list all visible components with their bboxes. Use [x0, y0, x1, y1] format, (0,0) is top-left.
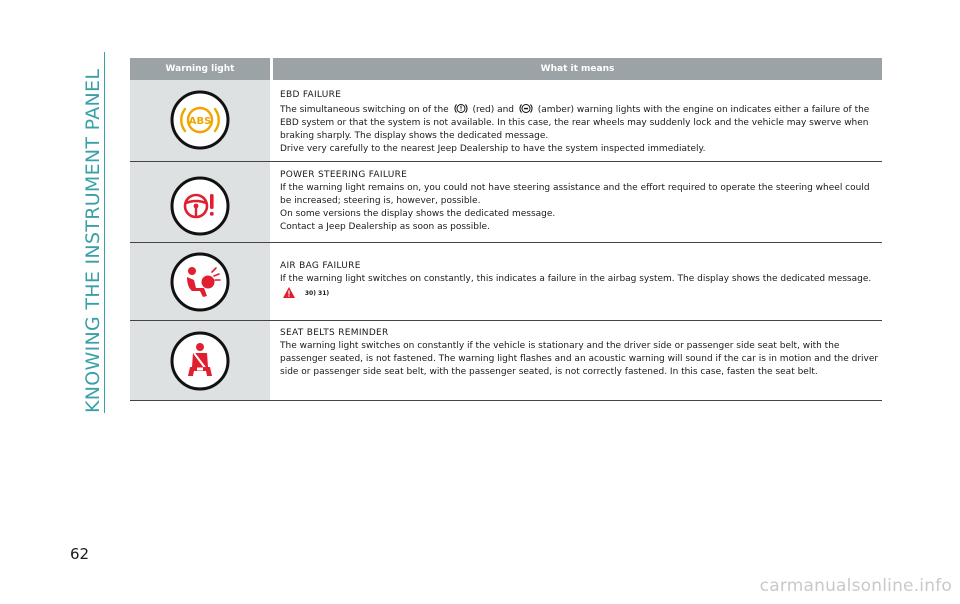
icon-cell [130, 80, 270, 161]
page-number: 62 [70, 545, 90, 563]
seat-belt-warning-icon [170, 331, 230, 391]
table-header [130, 58, 882, 80]
section-title: KNOWING THE INSTRUMENT PANEL [82, 68, 104, 413]
row-heading: EBD FAILURE [280, 90, 342, 100]
row-paragraph: The warning light switches on constantly if the vehicle is stationary and the driver side or passenger side seat belt, with the passenger seated, is not fastened. The warning light flashes and an acoustic warning will sound if the car is in motion and the driver side or passenger side seat belt, with the passenger seated, is not correctly fastened. In this case, fasten the seat belt. [280, 341, 879, 377]
abs-warning-icon [170, 90, 230, 150]
paragraph-text: (amber) warning lights with the engine on indicates either a failure of the EBD system or that the system is not available. In this case, the rear wheels may suddenly lock and the vehicle may swerve when braking sharply. The display shows the dedicated message. [280, 105, 870, 141]
danger-warning-icon [282, 286, 296, 299]
row-paragraph: Drive very carefully to the nearest Jeep Dealership to have the system inspected immediately. [280, 144, 706, 154]
table-row [130, 321, 882, 401]
column-header-warning-light: Warning light [130, 58, 270, 80]
row-paragraph: On some versions the display shows the dedicated message. [280, 209, 556, 219]
row-paragraph: Contact a Jeep Dealership as soon as possible. [280, 222, 490, 232]
description-cell [270, 80, 882, 161]
warning-lights-table [130, 58, 882, 401]
table-row [130, 80, 882, 162]
column-header-what-it-means: What it means [273, 58, 882, 80]
row-heading: SEAT BELTS REMINDER [280, 328, 389, 338]
power-steering-warning-icon [170, 176, 230, 236]
row-paragraph [280, 273, 882, 301]
icon-cell [130, 321, 270, 400]
row-paragraph: If the warning light remains on, you could not have steering assistance and the effort required to operate the steering wheel could be increased; steering is, however, possible. [280, 183, 870, 206]
icon-cell [130, 243, 270, 320]
row-heading: POWER STEERING FAILURE [280, 170, 408, 180]
icon-cell [130, 162, 270, 242]
paragraph-text: (red) and [472, 105, 515, 115]
section-rule [104, 52, 105, 413]
description-cell [270, 162, 882, 242]
airbag-warning-icon [170, 252, 230, 312]
abs-small-icon [519, 102, 533, 115]
brake-warning-icon [454, 102, 468, 115]
paragraph-text: The simultaneous switching on of the [280, 105, 449, 115]
description-cell [270, 321, 882, 400]
table-row [130, 243, 882, 321]
row-heading: AIR BAG FAILURE [280, 261, 361, 271]
note-references: 30) 31) [304, 290, 330, 297]
watermark: carmanualsonline.info [759, 576, 952, 596]
table-row [130, 162, 882, 243]
paragraph-text: If the warning light switches on constantly, this indicates a failure in the airbag system. The display shows the dedicated message. [280, 274, 872, 284]
description-cell [270, 243, 882, 320]
abs-icon-label: ABS [188, 116, 212, 127]
row-paragraph [280, 102, 882, 143]
